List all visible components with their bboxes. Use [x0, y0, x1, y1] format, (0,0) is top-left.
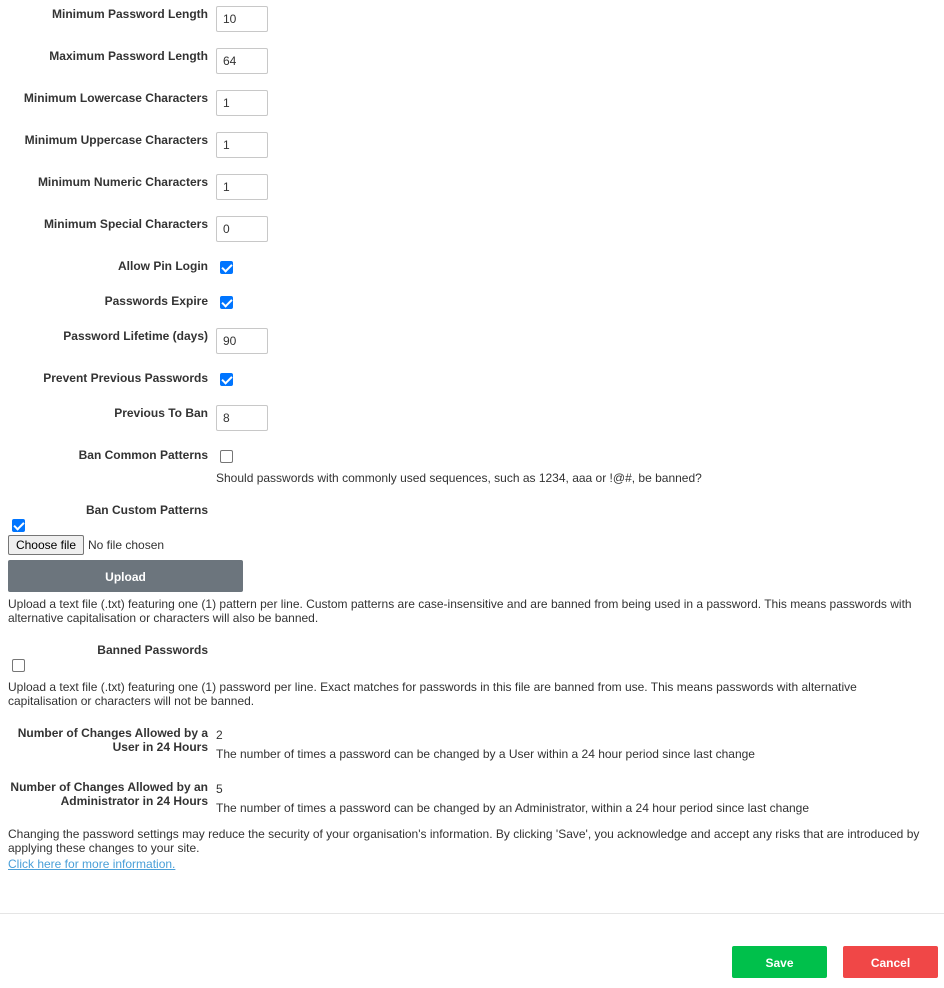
- changes-admin-label: Number of Changes Allowed by an Administrator in 24 Hours: [10, 780, 208, 808]
- min-lowercase-input[interactable]: [216, 90, 268, 116]
- save-button[interactable]: Save: [732, 946, 827, 978]
- min-uppercase-label: Minimum Uppercase Characters: [24, 133, 208, 147]
- banned-passwords-label: Banned Passwords: [97, 643, 208, 657]
- allow-pin-checkbox[interactable]: [220, 261, 233, 274]
- ban-custom-checkbox[interactable]: [12, 519, 25, 532]
- lifetime-label: Password Lifetime (days): [63, 329, 208, 343]
- min-special-input[interactable]: [216, 216, 268, 242]
- allow-pin-label: Allow Pin Login: [118, 259, 208, 273]
- ban-custom-label: Ban Custom Patterns: [85, 503, 208, 517]
- min-special-label: Minimum Special Characters: [43, 217, 208, 231]
- changes-user-label: Number of Changes Allowed by a User in 24 Hours: [17, 726, 208, 754]
- min-numeric-label: Minimum Numeric Characters: [37, 175, 208, 189]
- choose-file-button[interactable]: Choose file: [8, 535, 84, 555]
- min-length-label: Minimum Password Length: [51, 7, 208, 21]
- min-uppercase-input[interactable]: [216, 132, 268, 158]
- more-info-link[interactable]: Click here for more information.: [8, 857, 176, 871]
- min-length-input[interactable]: [216, 6, 268, 32]
- max-length-label: Maximum Password Length: [49, 49, 208, 63]
- min-lowercase-label: Minimum Lowercase Characters: [23, 91, 208, 105]
- previous-to-ban-input[interactable]: [216, 405, 268, 431]
- footer-divider: [0, 913, 944, 914]
- changes-admin-value: 5: [216, 782, 223, 796]
- prevent-previous-checkbox[interactable]: [220, 373, 233, 386]
- banned-passwords-checkbox[interactable]: [12, 659, 25, 672]
- changes-user-value: 2: [216, 728, 223, 742]
- ban-common-checkbox[interactable]: [220, 450, 233, 463]
- upload-button[interactable]: Upload: [8, 560, 243, 592]
- passwords-expire-checkbox[interactable]: [220, 296, 233, 309]
- cancel-button[interactable]: Cancel: [843, 946, 938, 978]
- changes-user-help: The number of times a password can be changed by a User within a 24 hour period since last change: [216, 747, 755, 761]
- no-file-text: No file chosen: [88, 538, 165, 552]
- security-warning: Changing the password settings may reduce the security of your organisation's information. By clicking 'Save', you acknowledge and accept any risks that are introduced by applying these changes to your site.: [8, 827, 920, 855]
- prevent-previous-label: Prevent Previous Passwords: [43, 371, 208, 385]
- max-length-input[interactable]: [216, 48, 268, 74]
- previous-to-ban-label: Previous To Ban: [114, 406, 208, 420]
- ban-custom-help: Upload a text file (.txt) featuring one (1) pattern per line. Custom patterns are case-insensitive and are banned from being used in a password. This means passwords with alternative capitalisation or characters will also be banned.: [8, 597, 912, 625]
- changes-admin-help: The number of times a password can be changed by an Administrator, within a 24 hour period since last change: [216, 801, 810, 815]
- min-numeric-input[interactable]: [216, 174, 268, 200]
- lifetime-input[interactable]: [216, 328, 268, 354]
- ban-common-label: Ban Common Patterns: [78, 448, 208, 462]
- ban-common-help: Should passwords with commonly used sequences, such as 1234, aaa or !@#, be banned?: [216, 471, 702, 485]
- passwords-expire-label: Passwords Expire: [104, 294, 208, 308]
- banned-passwords-help: Upload a text file (.txt) featuring one (1) password per line. Exact matches for passwords in this file are banned from use. This means passwords with alternative capitalisation or characters will not be banned.: [8, 680, 857, 708]
